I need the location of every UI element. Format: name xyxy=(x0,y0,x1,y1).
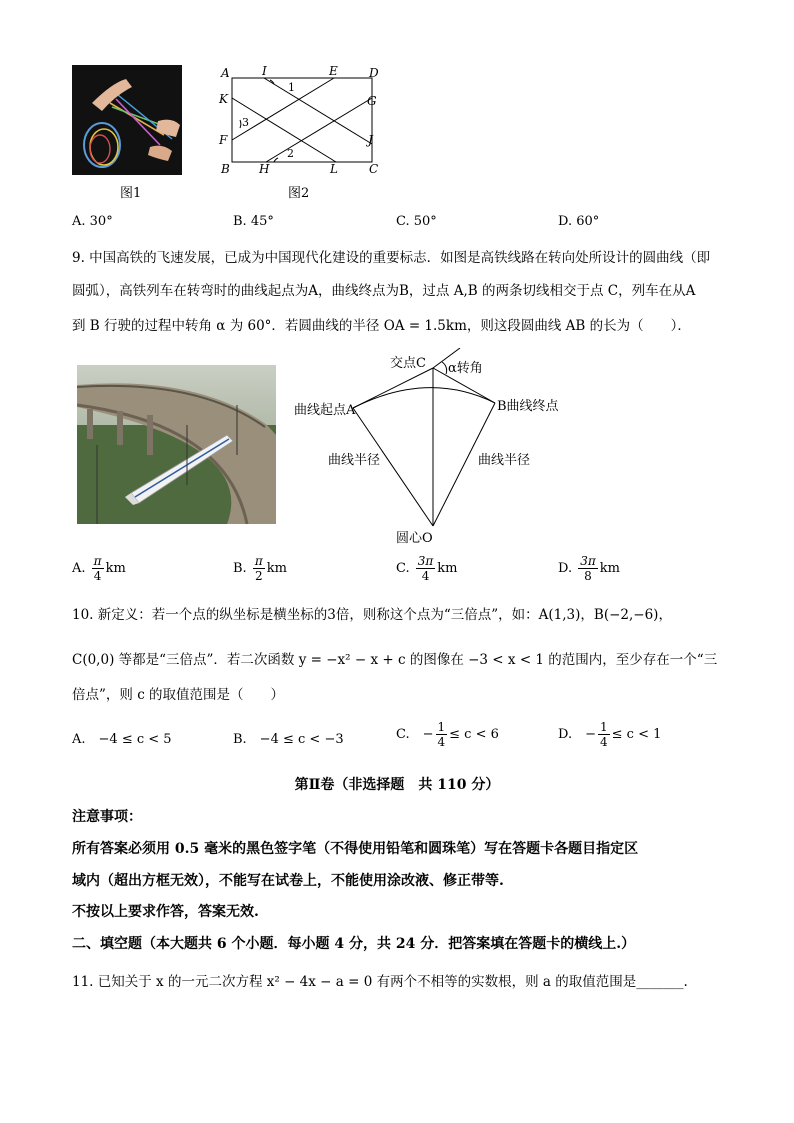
fig2-label-B: B xyxy=(221,162,230,176)
notice-heading: 注意事项： xyxy=(72,809,142,825)
q9-option-c[interactable]: C. $\frac{3\pi}{4}$ km xyxy=(396,554,458,583)
q10-option-b[interactable]: B. −4 ≤ c < −3 xyxy=(233,732,344,747)
fig2-label-J: J xyxy=(368,133,373,147)
q9-curve-diagram xyxy=(290,348,580,548)
q9-line3: 到 B 行驶的过程中转角 α 为 60°．若圆曲线的半径 OA = 1.5km，则这段圆曲线 AB 的长为（ ）． xyxy=(72,318,691,334)
fig2-angle-3: 3 xyxy=(242,116,249,129)
q9-options xyxy=(72,552,752,592)
q9-option-d[interactable]: D. $\frac{3\pi}{8}$ km xyxy=(558,554,620,583)
q10-line2: C(0,0) 等都是“三倍点”．若二次函数 y = −x² − x + c 的图像在 −3 < x < 1 的范围内，至少存在一个“三 xyxy=(72,652,718,668)
notice-line2: 域内（超出方框无效），不能写在试卷上，不能使用涂改液、修正带等. xyxy=(72,873,504,889)
q9-option-a[interactable]: A. $\frac{\pi}{4}$ km xyxy=(72,554,126,583)
fig2-label-G: G xyxy=(367,94,377,108)
q10-line1: 10. 新定义：若一个点的纵坐标是横坐标的3倍，则称这个点为“三倍点”，如：A(1,3)，B(−2,−6)， xyxy=(72,607,672,623)
fig2-label-D: D xyxy=(369,66,379,80)
notice-line3: 不按以上要求作答，答案无效. xyxy=(72,904,259,920)
fig2-label-K: K xyxy=(219,92,228,106)
figure2-diagram xyxy=(216,62,386,180)
fig2-angle-1: 1 xyxy=(288,81,295,94)
q10-line3: 倍点”，则 c 的取值范围是（ ） xyxy=(72,687,285,703)
figure2-caption: 图2 xyxy=(288,186,310,201)
q8-options xyxy=(72,214,752,238)
q10-option-d[interactable]: D. − $\frac{1}{4}$ ≤ c < 1 xyxy=(558,720,662,749)
fig2-label-I: I xyxy=(262,64,267,78)
q9-option-b[interactable]: B. $\frac{\pi}{2}$ km xyxy=(233,554,287,583)
q9-label-zhuanjiao: α转角 xyxy=(448,361,483,376)
q9-train-photo xyxy=(77,365,276,524)
q8-option-a[interactable]: A. 30° xyxy=(72,214,113,229)
notice-line1: 所有答案必须用 0.5 毫米的黑色签字笔（不得使用铅笔和圆珠笔）写在答题卡各题目指定区 xyxy=(72,841,639,857)
fig2-label-C: C xyxy=(369,162,379,176)
q9-label-zhongdian: B曲线终点 xyxy=(497,399,559,414)
fig2-angle-2: 2 xyxy=(287,147,294,160)
q8-option-c[interactable]: C. 50° xyxy=(396,214,437,229)
part2-title: 二、填空题（本大题共 6 个小题．每小题 4 分，共 24 分．把答案填在答题卡的横线上.） xyxy=(72,936,636,952)
fig2-label-E: E xyxy=(329,64,338,78)
q10-option-c[interactable]: C. − $\frac{1}{4}$ ≤ c < 6 xyxy=(396,720,499,749)
q8-option-d[interactable]: D. 60° xyxy=(558,214,600,229)
q9-label-jiaodian: 交点C xyxy=(390,356,426,371)
section2-title: 第Ⅱ卷（非选择题 共 110 分） xyxy=(294,777,500,793)
q11-text: 11. 已知关于 x 的一元二次方程 x² − 4x − a = 0 有两个不相等的实数根，则 a 的取值范围是_______. xyxy=(72,974,688,990)
fig2-label-F: F xyxy=(219,133,228,147)
fig2-label-H: H xyxy=(259,162,270,176)
q10-option-a[interactable]: A. −4 ≤ c < 5 xyxy=(72,732,172,747)
q9-label-radius-right: 曲线半径 xyxy=(478,453,531,468)
q9-line1: 9. 中国高铁的飞速发展，已成为中国现代化建设的重要标志．如图是高铁线路在转向处所设计的圆曲线（即 xyxy=(72,250,711,266)
figure1-caption: 图1 xyxy=(120,186,142,201)
q9-label-yuanxin: 圆心O xyxy=(396,531,433,546)
q9-line2: 圆弧），高铁列车在转弯时的曲线起点为A，曲线终点为B，过点 A,B 的两条切线相交于点 C，列车在从A xyxy=(72,283,696,299)
q9-label-qidian: 曲线起点A xyxy=(294,403,356,418)
fig2-label-A: A xyxy=(221,66,230,80)
q9-label-radius-left: 曲线半径 xyxy=(328,453,381,468)
fig2-label-L: L xyxy=(330,162,338,176)
q10-options xyxy=(72,720,752,760)
figure1-photo xyxy=(72,65,182,175)
q8-option-b[interactable]: B. 45° xyxy=(233,214,274,229)
